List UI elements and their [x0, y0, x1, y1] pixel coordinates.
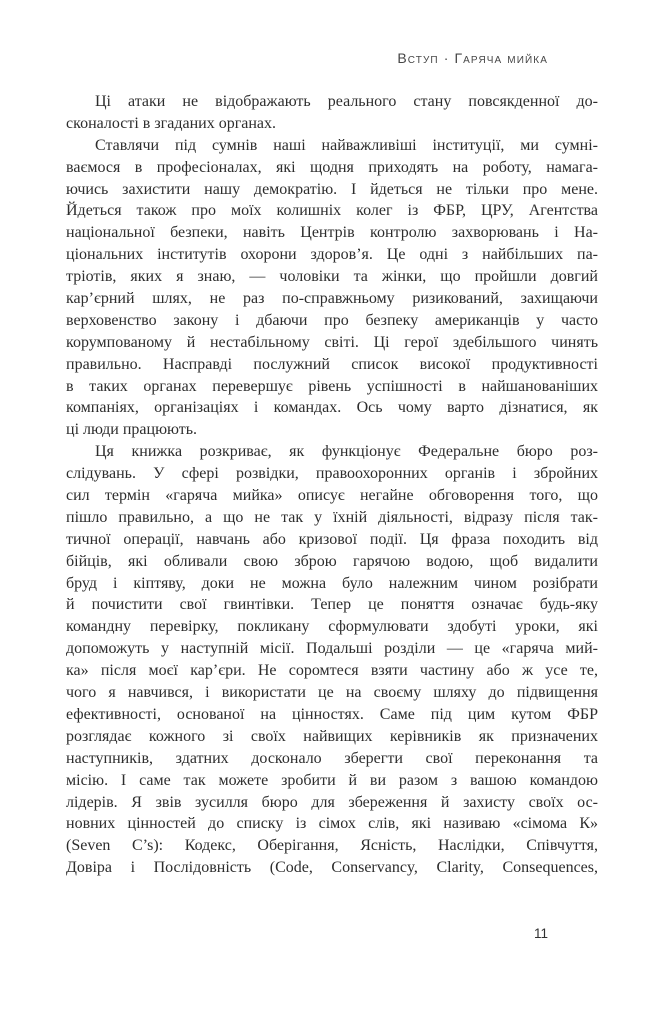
- body-line: наступників, здатних досконало зберегти свої переконання та: [66, 749, 598, 767]
- body-line: Йдеться також про моїх колишніх колег із ФБР, ЦРУ, Агентства: [66, 202, 598, 220]
- body-line: бійців, які обливали свою зброю гарячою водою, щоб видалити: [66, 552, 598, 570]
- body-line: ваємося в професіоналах, які щодня приходять на роботу, намага-: [66, 158, 598, 176]
- body-line: місію. І саме так можете зробити й ви разом з вашою командою: [66, 771, 598, 789]
- body-line: кар’єрний шлях, не раз по-справжньому ризикований, захищаючи: [66, 290, 598, 308]
- body-line: новних цінностей до списку із сімох слів, які називаю «сімома К»: [66, 815, 598, 833]
- body-line: ці люди працюють.: [66, 421, 198, 439]
- body-line: слідувань. У сфері розвідки, правоохоронних органів і збройних: [66, 465, 598, 483]
- body-line: й почистити свої гвинтівки. Тепер це поняття означає будь-яку: [66, 596, 598, 614]
- body-line: Довіра і Послідовність (Code, Conservancy, Clarity, Consequences,: [66, 859, 598, 877]
- page-number: 11: [533, 926, 548, 941]
- body-line: (Seven C’s): Кодекс, Оберігання, Ясність, Наслідки, Співчуття,: [66, 837, 598, 855]
- body-line: верховенство закону і дбаючи про безпеку американців у часто: [66, 311, 598, 329]
- body-line: національної безпеки, навіть Центрів контролю захворювань і На-: [66, 224, 598, 242]
- body-line: тичної операції, навчань або кризової події. Ця фраза походить від: [66, 530, 598, 548]
- body-line: Ставлячи під сумнів наші найважливіші інституції, ми сумні-: [95, 136, 598, 154]
- body-line: правильно. Насправді послужний список високої продуктивності: [66, 355, 598, 373]
- body-line: ціональних інститутів охорони здоров’я. Це одні з найбільших па-: [66, 246, 598, 264]
- body-line: допоможуть у наступній місії. Подальші розділи — це «гаряча мий-: [66, 640, 598, 658]
- body-line: чого я навчився, і використати це на своєму шляху до підвищення: [66, 684, 598, 702]
- body-line: Ці атаки не відображають реального стану повсякденної до-: [95, 93, 598, 110]
- body-line: сконалості в згаданих органах.: [66, 114, 277, 132]
- body-line: корумпованому й нестабільному світі. Ці герої здебільшого чинять: [66, 333, 598, 351]
- running-header-text: Вступ · Гаряча мийка: [397, 50, 548, 66]
- body-line: Ця книжка розкриває, як функціонує Федеральне бюро роз-: [95, 443, 598, 461]
- body-line: розглядає кожного зі своїх найвищих керівників як призначених: [66, 727, 598, 745]
- body-line: ефективності, основаної на цінностях. Саме під цим кутом ФБР: [66, 705, 598, 723]
- body-line: тріотів, яких я знаю, — чоловіки та жінки, що пройшли довгий: [66, 268, 598, 286]
- body-line: в таких органах перевершує рівень успішності в найшанованіших: [66, 377, 598, 395]
- body-line: бруд і кіптяву, доки не можна було належним чином розібрати: [66, 574, 598, 592]
- body-text: [66, 91, 598, 879]
- body-line: ючись захистити нашу демократію. І йдеться не тільки про мене.: [66, 180, 598, 198]
- body-line: компаніях, організаціях і командах. Ось чому варто дізнатися, як: [66, 399, 598, 417]
- body-line: пішло правильно, а що не так у їхній діяльності, відразу після так-: [66, 508, 598, 526]
- body-line: ка» після моєї кар’єри. Не соромтеся взяти частину або ж усе те,: [66, 662, 598, 680]
- body-line: командну перевірку, покликану сформулювати здобуті уроки, які: [66, 618, 598, 636]
- running-header: [397, 50, 548, 66]
- body-line: сил термін «гаряча мийка» описує негайне обговорення того, що: [66, 487, 598, 505]
- body-line: лідерів. Я звів зусилля бюро для збереження й захисту своїх ос-: [66, 793, 598, 811]
